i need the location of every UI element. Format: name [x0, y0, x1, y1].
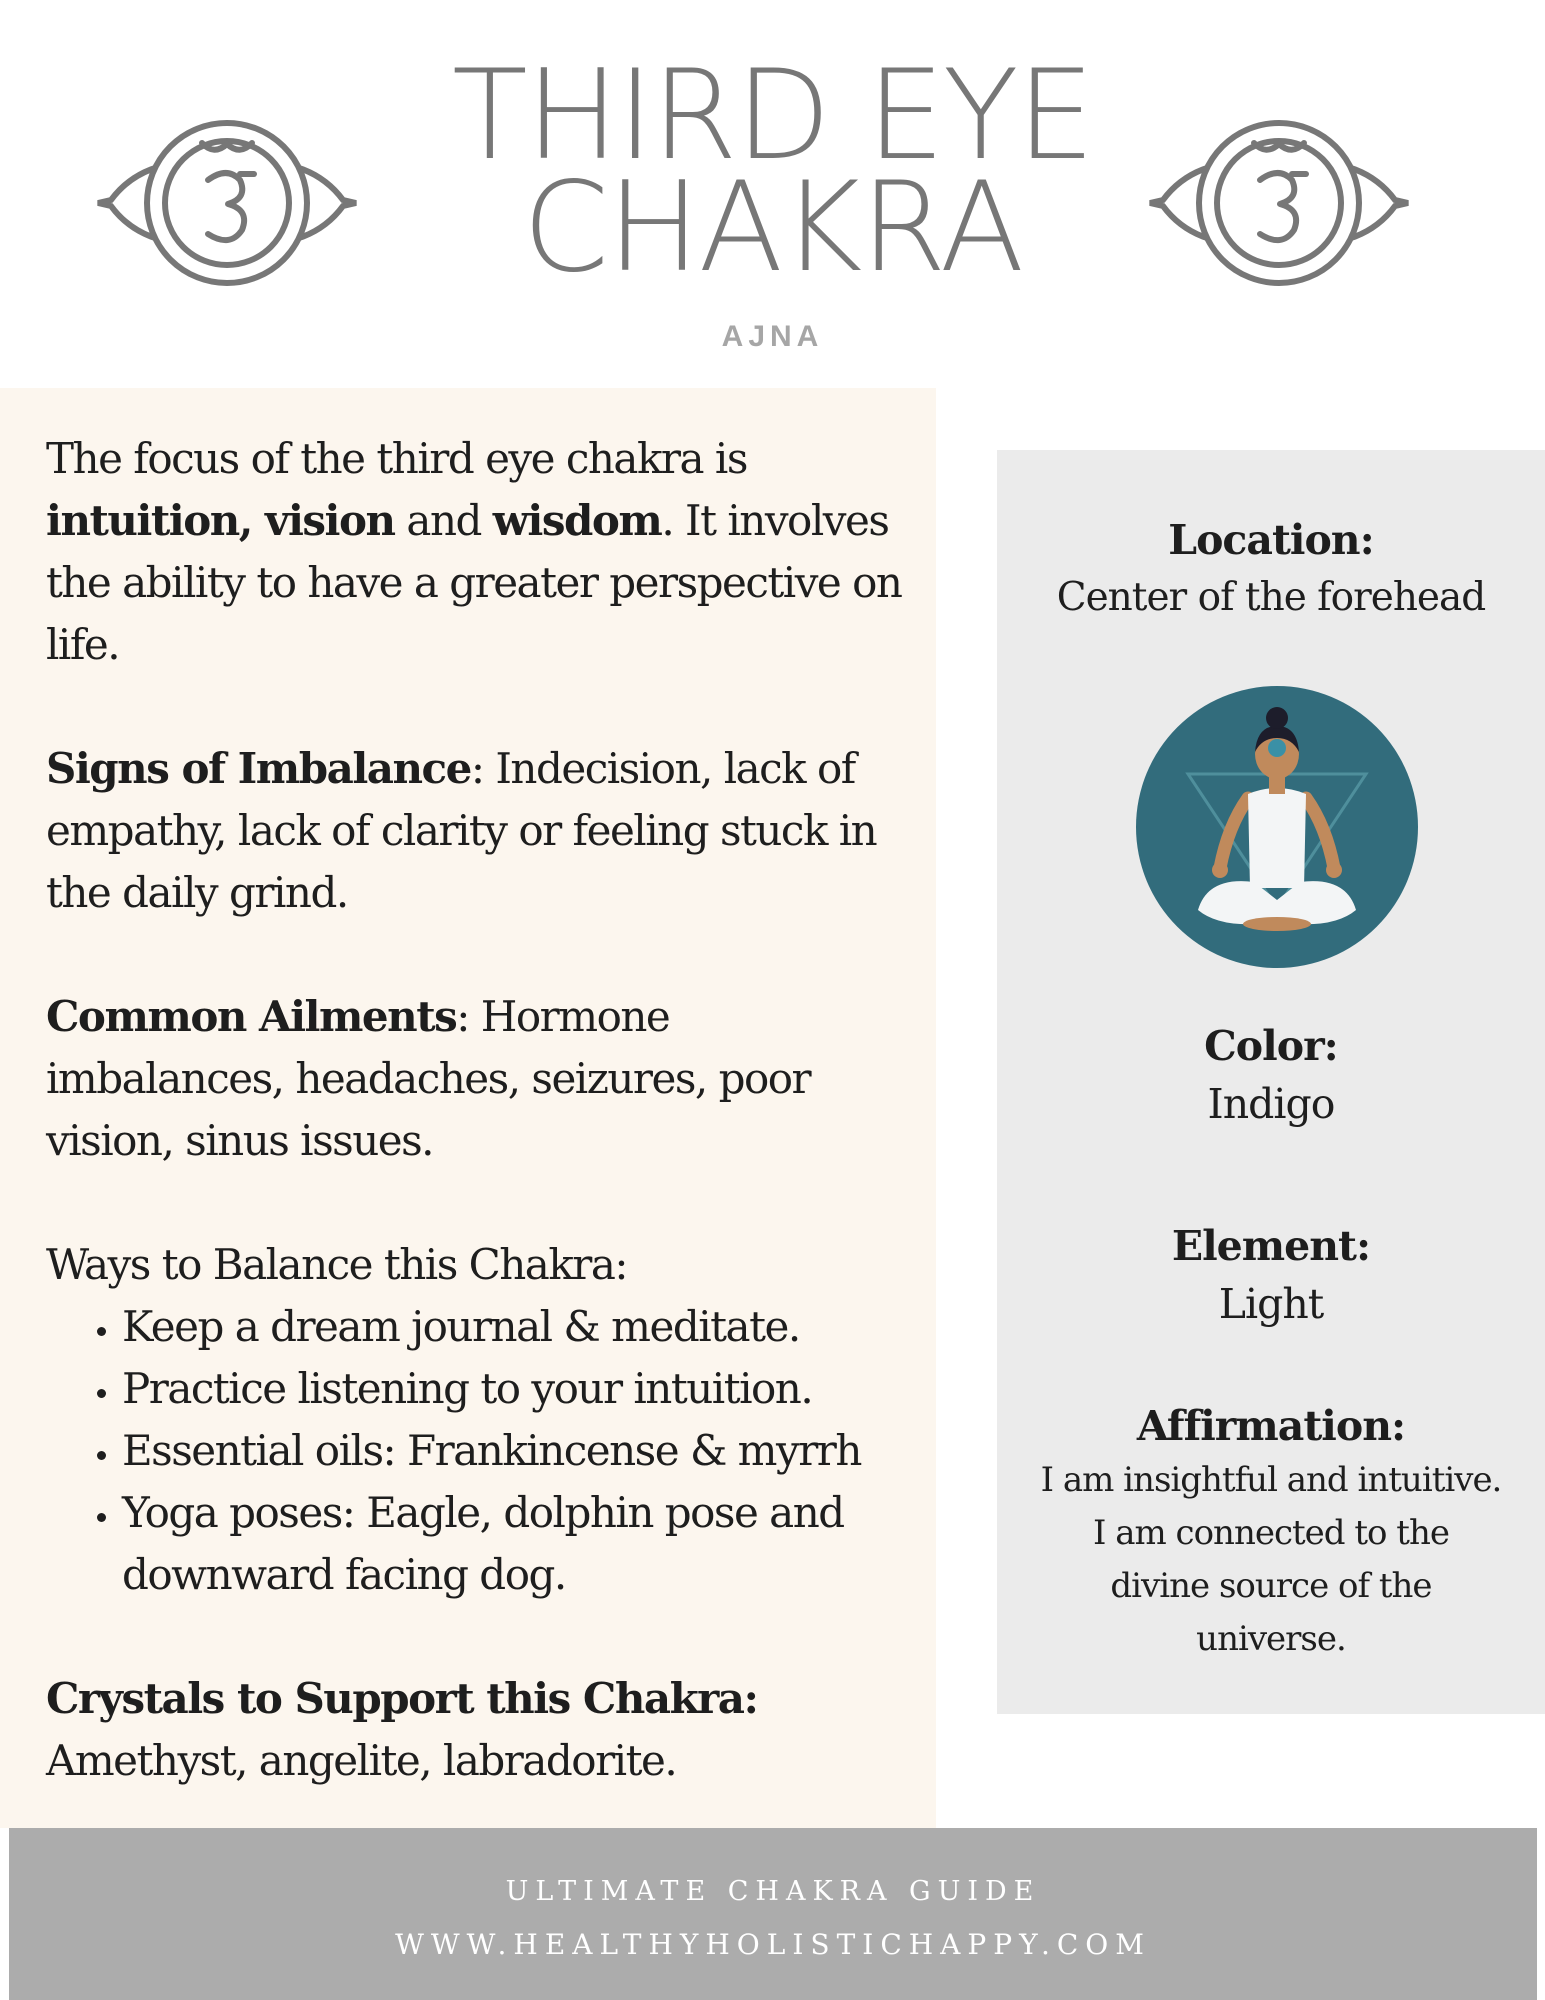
footer-guide-title: ULTIMATE CHAKRA GUIDE — [505, 1876, 1041, 1907]
ailments-paragraph — [46, 986, 916, 1172]
list-item: • Practice listening to your intuition. — [122, 1358, 916, 1420]
affirmation-label: Affirmation: — [1136, 1402, 1406, 1450]
affirmation-block — [997, 1398, 1545, 1666]
crystals-heading — [46, 1668, 916, 1730]
description-content — [46, 428, 916, 1792]
element-value: Light — [1218, 1280, 1324, 1328]
ailments-label: Common Ailments — [46, 992, 457, 1041]
imbalance-paragraph — [46, 738, 916, 924]
intro-rest: . It involves the ability to have a greater perspective on life. — [46, 496, 902, 669]
intro-keyword-wisdom: wisdom — [492, 496, 662, 545]
list-item: • Keep a dream journal & meditate. — [122, 1296, 916, 1358]
affirmation-line: I am insightful and intuitive. — [1040, 1460, 1502, 1500]
meditation-figure-icon — [1136, 686, 1418, 968]
imbalance-text: : Indecision, lack of empathy, lack of clarity or feeling stuck in the daily grind. — [46, 744, 877, 917]
list-item: • Essential oils: Frankincense & myrrh — [122, 1420, 916, 1482]
intro-keyword-intuition: intuition — [46, 496, 239, 545]
color-block — [997, 1018, 1545, 1134]
intro-keyword-vision: vision — [265, 496, 395, 545]
location-block — [997, 512, 1545, 628]
page-subtitle: AJNA — [721, 320, 824, 353]
list-item: • Yoga poses: Eagle, dolphin pose and downward facing dog. — [122, 1482, 916, 1606]
crystals-heading-text: Crystals to Support this Chakra: — [46, 1674, 758, 1723]
footer-bar — [9, 1828, 1537, 2000]
title-line-1: THIRD EYE — [451, 44, 1094, 188]
page-title — [360, 44, 1185, 300]
intro-comma: , — [238, 496, 266, 545]
affirmation-line: universe. — [1196, 1619, 1346, 1659]
location-label: Location: — [1168, 516, 1374, 564]
intro-paragraph — [46, 428, 916, 676]
location-value: Center of the forehead — [1056, 575, 1486, 620]
affirmation-line: I am connected to the — [1092, 1513, 1449, 1553]
imbalance-label: Signs of Imbalance — [46, 744, 471, 793]
intro-and: and — [394, 496, 493, 545]
element-label: Element: — [1171, 1222, 1371, 1270]
affirmation-line: divine source of the — [1110, 1566, 1432, 1606]
color-label: Color: — [1204, 1022, 1338, 1070]
ajna-symbol-icon — [90, 108, 365, 298]
color-value: Indigo — [1207, 1080, 1335, 1128]
balance-list — [46, 1296, 916, 1606]
balance-heading: Ways to Balance this Chakra: — [46, 1240, 628, 1289]
title-line-2: CHAKRA — [522, 156, 1023, 300]
footer-website-link[interactable]: WWW.HEALTHYHOLISTICHAPPY.COM — [395, 1928, 1151, 1961]
crystals-text: Amethyst, angelite, labradorite. — [46, 1736, 677, 1785]
intro-text: The focus of the third eye chakra is — [46, 434, 747, 483]
ailments-text: : Hormone imbalances, headaches, seizures, poor vision, sinus issues. — [46, 992, 811, 1165]
element-block — [997, 1218, 1545, 1334]
